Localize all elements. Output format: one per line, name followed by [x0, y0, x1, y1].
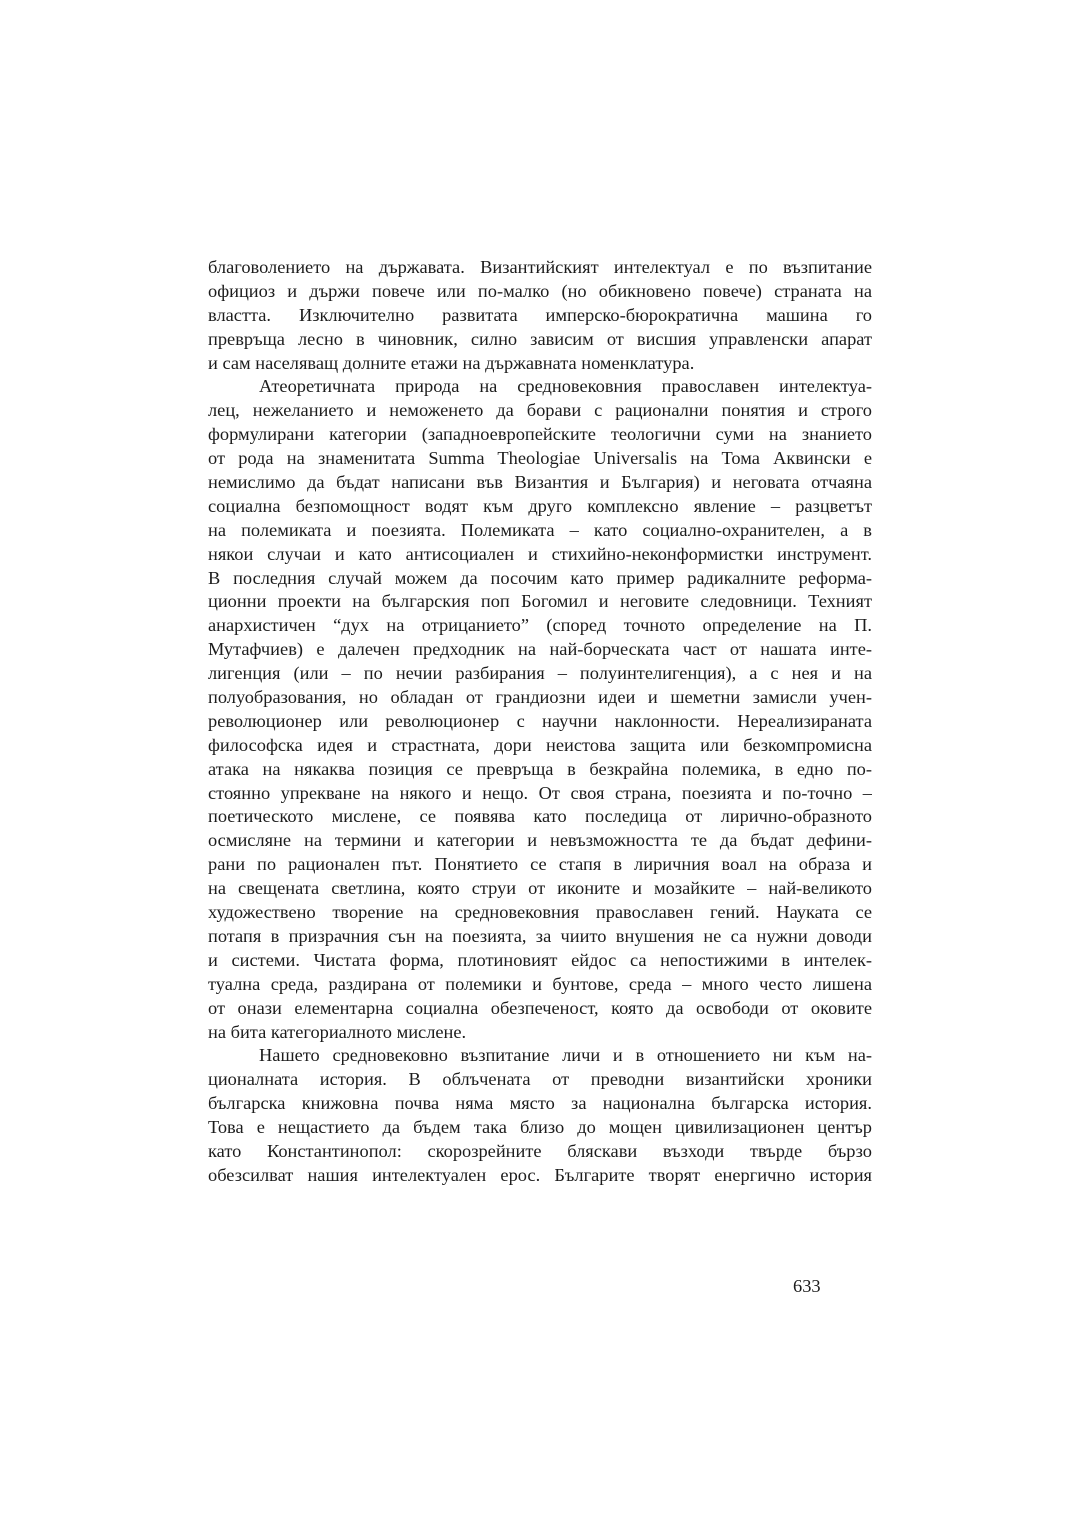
paragraph: [208, 1044, 872, 1187]
text-line: българска книжовна почва няма място за национална българска история.: [208, 1093, 872, 1114]
text-line: социална безпомощност водят към друго комплексно явление – разцветът: [208, 495, 872, 516]
text-line: лигенция (или – по нечии разбирания – полуинтелигенция), а с нея и на: [208, 663, 872, 684]
text-line: Атеоретичната природа на средновековния православен интелектуа-: [259, 376, 872, 397]
text-line: на бита категориалното мислене.: [208, 1021, 467, 1042]
text-line: немислимо да бъдат написани във Византия и България) и неговата отчаяна: [208, 472, 872, 493]
text-line: властта. Изключително развитата имперско-бюрократична машина го: [208, 304, 872, 325]
text-line: Това е нещастието да бъдем така близо до мощен цивилизационен център: [208, 1117, 872, 1138]
text-line: Нашето средновековно възпитание личи и в отношението ни към на-: [259, 1045, 872, 1066]
text-line: стоянно упрекване на някого и нещо. От своя страна, поезията и по-точно –: [208, 782, 872, 803]
text-line: рани по рационален път. Понятието се стапя в лиричния воал на образа и: [208, 854, 872, 875]
text-line: на свещената светлина, която струи от иконите и мозайките – най-великото: [208, 878, 872, 899]
text-line: философска идея и страстната, дори неистова защита или безкомпромисна: [208, 734, 872, 755]
text-line: на полемиката и поезията. Полемиката – като социално-охранителен, а в: [208, 519, 872, 540]
text-line: В последния случай можем да посочим като пример радикалните реформа-: [208, 567, 872, 588]
text-line: от онази елементарна социална обезпеченост, която да освободи от оковите: [208, 997, 872, 1018]
text-line: ционалната история. В облъчената от преводни византийски хроники: [208, 1069, 872, 1090]
text-line: и сам населяващ долните етажи на държавната номенклатура.: [208, 352, 695, 373]
text-line: лец, нежеланието и неможенето да борави с рационални понятия и строго: [208, 400, 872, 421]
text-line: туална среда, раздирана от полемики и бунтове, среда – много често лишена: [208, 973, 872, 994]
text-line: художествено творение на средновековния православен гений. Науката се: [208, 902, 872, 923]
page-number: 633: [793, 1276, 821, 1296]
text-line: като Константинопол: скорозрейните бляскави възходи твърде бързо: [208, 1140, 872, 1161]
text-line: формулирани категории (западноевропейските теологични суми на знанието: [208, 424, 872, 445]
text-line: обезсилват нашия интелектуален ерос. Българите творят енергично история: [208, 1164, 872, 1185]
text-line: от рода на знаменитата Summa Theologiae Universalis на Тома Аквински е: [208, 448, 872, 469]
text-line: атака на някаква позиция се превръща в безкрайна полемика, в едно по-: [208, 758, 872, 779]
text-line: и системи. Чистата форма, плотиновият ейдос са непостижими в интелек-: [208, 949, 872, 970]
text-line: някои случаи и като антисоциален и стихийно-неконформистки инструмент.: [208, 543, 872, 564]
text-line: ционни проекти на българския поп Богомил и неговите следовници. Техният: [208, 591, 872, 612]
paragraph: [208, 375, 872, 1044]
text-line: Мутафчиев) е далечен предходник на най-борческата част от нашата инте-: [208, 639, 872, 660]
text-line: благоволението на държавата. Византийският интелектуал е по възпитание: [208, 257, 872, 277]
text-line: поетическото мислене, се появява като последица от лирично-образното: [208, 806, 872, 827]
text-line: потапя в призрачния сън на поезията, за чиито внушения не са нужни доводи: [208, 925, 872, 946]
text-line: официоз и държи повече или по-малко (но обикновено повече) страната на: [208, 280, 872, 301]
text-line: анархистичен “дух на отрицанието” (според точното определение на П.: [208, 615, 872, 636]
text-line: полуобразования, но обладан от грандиозни идеи и шеметни замисли учен-: [208, 687, 872, 708]
paragraph: [208, 256, 872, 375]
text-line: осмисляне на термини и категории и невъзможността те да бъдат дефини-: [208, 830, 872, 851]
body-text: [208, 256, 872, 1188]
text-line: революционер или революционер с научни наклонности. Нереализираната: [208, 710, 872, 731]
text-line: превръща лесно в чиновник, силно зависим от висшия управленски апарат: [208, 328, 872, 349]
